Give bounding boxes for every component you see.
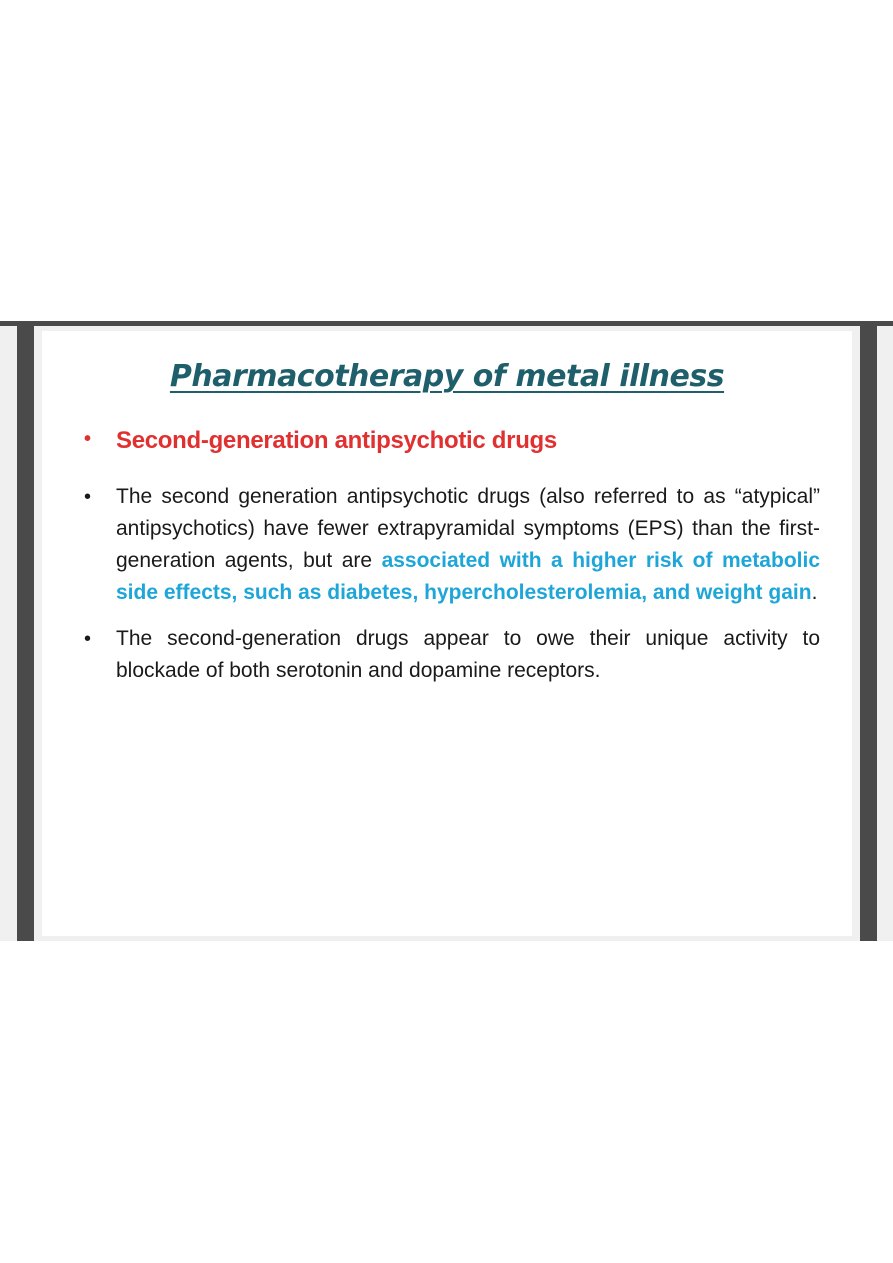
bullet-text-end: . (811, 581, 818, 604)
highlighted-text: associated with a higher risk of metabolic side effects, such as diabetes, hypercholesterolemia, and weight gain (116, 549, 820, 604)
frame-right-border (860, 321, 877, 941)
frame-left-border (17, 321, 34, 941)
section-heading: Second-generation antipsychotic drugs (116, 427, 557, 454)
bullet-icon: • (84, 628, 92, 650)
bullet-icon: • (84, 428, 91, 450)
heading-bullet (84, 427, 820, 455)
bullet-icon: • (84, 486, 92, 508)
bullet-item-mechanism (84, 623, 820, 687)
frame-top-bar (0, 321, 893, 326)
slide (42, 331, 852, 936)
bullet-list (84, 427, 820, 701)
bullet-item-atypical (84, 481, 820, 609)
bullet-text: The second-generation drugs appear to owe their unique activity to blockade of both serotonin and dopamine receptors. (116, 627, 820, 682)
bullet-text: The second generation antipsychotic drugs (also referred to as “atypical” antipsychotics) have fewer extrapyramidal symptoms (EPS) than the first-generation agents, but are (116, 485, 820, 572)
slide-frame (0, 321, 893, 941)
slide-title: Pharmacotherapy of metal illness (169, 359, 725, 394)
